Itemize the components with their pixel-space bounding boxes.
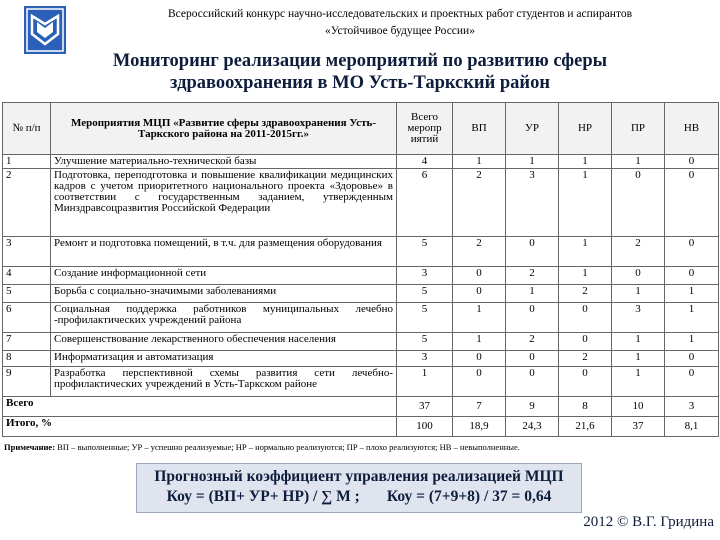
table-row xyxy=(3,367,719,397)
title-line-1: Мониторинг реализации мероприятий по развитию сферы xyxy=(112,51,608,71)
row-number: 2 xyxy=(3,169,51,237)
row-number: 5 xyxy=(3,285,51,303)
row-activity-name: Подготовка, переподготовка и повышение квалификации медицинских кадров с учетом приоритетного национального проекта «Здоровье» в соответствии с государственным заданием, утвержденным Минздравсоцразвития Российской Федерации xyxy=(51,169,397,237)
formula-expression: Коу = (ВП+ УР+ НР) / ∑ М ; Коу = (7+9+8) / 37 = 0,64 xyxy=(166,488,552,505)
row-ur-value: 1 xyxy=(506,285,559,303)
row-vp-value: 0 xyxy=(453,267,506,285)
header-vp: ВП xyxy=(453,103,506,155)
copyright: 2012 © В.Г. Гридина xyxy=(583,514,714,530)
row-total-value: 5 xyxy=(397,303,453,333)
row-total-value: 5 xyxy=(397,333,453,351)
row-total-value: 1 xyxy=(397,367,453,397)
row-ur-value: 0 xyxy=(506,303,559,333)
formula-title: Прогнозный коэффициент управления реализацией МЦП xyxy=(154,468,564,485)
row-nr-value: 0 xyxy=(559,303,612,333)
row-vp-value: 1 xyxy=(453,303,506,333)
row-pr-value: 1 xyxy=(612,333,665,351)
totals-nr-value: 8 xyxy=(559,397,612,417)
totals-vp-value: 18,9 xyxy=(453,417,506,437)
row-number: 3 xyxy=(3,237,51,267)
row-pr-value: 1 xyxy=(612,155,665,169)
row-total-value: 5 xyxy=(397,237,453,267)
totals-nv-value: 3 xyxy=(665,397,719,417)
row-number: 4 xyxy=(3,267,51,285)
contest-header xyxy=(90,6,710,40)
row-pr-value: 1 xyxy=(612,367,665,397)
row-nr-value: 1 xyxy=(559,155,612,169)
table-note xyxy=(4,442,716,452)
row-total-value: 3 xyxy=(397,351,453,367)
row-vp-value: 0 xyxy=(453,367,506,397)
row-ur-value: 0 xyxy=(506,237,559,267)
totals-pr-value: 37 xyxy=(612,417,665,437)
row-pr-value: 1 xyxy=(612,351,665,367)
note-label: Примечание: xyxy=(4,442,56,452)
row-number: 8 xyxy=(3,351,51,367)
row-activity-name: Разработка перспективной схемы развития сети лечебно-профилактических учреждений в Усть-Таркском районе xyxy=(51,367,397,397)
header-nr: НР xyxy=(559,103,612,155)
totals-label: Итого, % xyxy=(3,417,397,437)
header-nv: НВ xyxy=(665,103,719,155)
row-nv-value: 0 xyxy=(665,367,719,397)
table-row xyxy=(3,333,719,351)
row-activity-name: Создание информационной сети xyxy=(51,267,397,285)
table-row xyxy=(3,285,719,303)
contest-name: Всероссийский конкурс научно-исследовательских и проектных работ студентов и аспирантов xyxy=(167,8,633,20)
row-ur-value: 2 xyxy=(506,333,559,351)
totals-nv-value: 8,1 xyxy=(665,417,719,437)
row-vp-value: 0 xyxy=(453,285,506,303)
contest-logo xyxy=(10,4,80,56)
table-row xyxy=(3,169,719,237)
title-line-2: здравоохранения в МО Усть-Таркский район xyxy=(170,73,550,93)
row-nv-value: 1 xyxy=(665,333,719,351)
page-title xyxy=(0,50,720,94)
row-nr-value: 0 xyxy=(559,333,612,351)
row-number: 6 xyxy=(3,303,51,333)
row-ur-value: 0 xyxy=(506,351,559,367)
table-row xyxy=(3,267,719,285)
totals-ur-value: 24,3 xyxy=(506,417,559,437)
row-ur-value: 1 xyxy=(506,155,559,169)
row-nr-value: 1 xyxy=(559,169,612,237)
table-row xyxy=(3,155,719,169)
note-text: ВП – выполненные; УР – успешно реализуемые; НР – нормально реализуются; ПР – плохо реализуются; НВ – невыполненные. xyxy=(55,442,520,452)
row-number: 1 xyxy=(3,155,51,169)
row-nv-value: 0 xyxy=(665,237,719,267)
row-vp-value: 2 xyxy=(453,237,506,267)
totals-total-value: 37 xyxy=(397,397,453,417)
totals-pr-value: 10 xyxy=(612,397,665,417)
row-nr-value: 1 xyxy=(559,237,612,267)
totals-row xyxy=(3,397,719,417)
row-vp-value: 1 xyxy=(453,155,506,169)
contest-motto: «Устойчивое будущее России» xyxy=(325,25,475,37)
row-activity-name: Социальная поддержка работников муниципальных лечебно -профилактических учреждений района xyxy=(51,303,397,333)
table-header-row xyxy=(3,103,719,155)
header-name: Мероприятия МЦП «Развитие сферы здравоохранения Усть-Таркского района на 2011-2015гг.» xyxy=(51,103,397,155)
row-nv-value: 0 xyxy=(665,155,719,169)
row-number: 9 xyxy=(3,367,51,397)
row-pr-value: 2 xyxy=(612,237,665,267)
totals-nr-value: 21,6 xyxy=(559,417,612,437)
coefficient-formula-box xyxy=(136,463,582,513)
row-nv-value: 1 xyxy=(665,303,719,333)
header-total: Всего меропр иятий xyxy=(397,103,453,155)
row-ur-value: 2 xyxy=(506,267,559,285)
row-number: 7 xyxy=(3,333,51,351)
header-pr: ПР xyxy=(612,103,665,155)
row-activity-name: Совершенствование лекарственного обеспечения населения xyxy=(51,333,397,351)
row-total-value: 5 xyxy=(397,285,453,303)
row-total-value: 6 xyxy=(397,169,453,237)
row-nr-value: 2 xyxy=(559,351,612,367)
header-num: № п/п xyxy=(3,103,51,155)
row-nv-value: 0 xyxy=(665,267,719,285)
totals-row xyxy=(3,417,719,437)
table-row xyxy=(3,303,719,333)
row-activity-name: Ремонт и подготовка помещений, в т.ч. для размещения оборудования xyxy=(51,237,397,267)
row-ur-value: 3 xyxy=(506,169,559,237)
row-activity-name: Борьба с социально-значимыми заболеваниями xyxy=(51,285,397,303)
row-total-value: 3 xyxy=(397,267,453,285)
totals-ur-value: 9 xyxy=(506,397,559,417)
row-nr-value: 2 xyxy=(559,285,612,303)
row-total-value: 4 xyxy=(397,155,453,169)
row-pr-value: 3 xyxy=(612,303,665,333)
row-pr-value: 1 xyxy=(612,285,665,303)
totals-label: Всего xyxy=(3,397,397,417)
totals-total-value: 100 xyxy=(397,417,453,437)
table-body xyxy=(3,155,719,437)
row-pr-value: 0 xyxy=(612,267,665,285)
row-nr-value: 1 xyxy=(559,267,612,285)
row-nv-value: 0 xyxy=(665,351,719,367)
header-ur: УР xyxy=(506,103,559,155)
row-ur-value: 0 xyxy=(506,367,559,397)
row-vp-value: 2 xyxy=(453,169,506,237)
row-vp-value: 1 xyxy=(453,333,506,351)
row-activity-name: Улучшение материально-технической базы xyxy=(51,155,397,169)
row-activity-name: Информатизация и автоматизация xyxy=(51,351,397,367)
row-pr-value: 0 xyxy=(612,169,665,237)
row-nv-value: 1 xyxy=(665,285,719,303)
table-row xyxy=(3,351,719,367)
monitoring-table xyxy=(2,102,719,437)
row-vp-value: 0 xyxy=(453,351,506,367)
table-row xyxy=(3,237,719,267)
totals-vp-value: 7 xyxy=(453,397,506,417)
row-nr-value: 0 xyxy=(559,367,612,397)
row-nv-value: 0 xyxy=(665,169,719,237)
